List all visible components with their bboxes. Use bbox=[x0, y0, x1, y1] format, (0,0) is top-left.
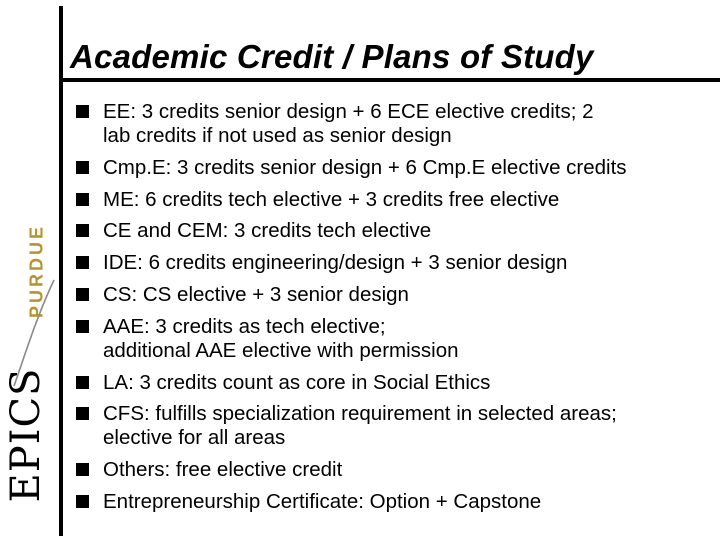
bullet-list bbox=[76, 100, 716, 522]
bullet-item: CFS: fulfills specialization requirement in selected areas; elective for all areas bbox=[76, 402, 716, 450]
bullet-item: EE: 3 credits senior design + 6 ECE elective credits; 2 lab credits if not used as senior design bbox=[76, 100, 716, 148]
bullet-square-icon bbox=[76, 407, 89, 420]
bullet-square-icon bbox=[76, 161, 89, 174]
bullet-square-icon bbox=[76, 376, 89, 389]
bullet-square-icon bbox=[76, 320, 89, 333]
bullet-item: ME: 6 credits tech elective + 3 credits free elective bbox=[76, 188, 716, 212]
bullet-square-icon bbox=[76, 256, 89, 269]
bullet-item: AAE: 3 credits as tech elective; additional AAE elective with permission bbox=[76, 315, 716, 363]
bullet-square-icon bbox=[76, 193, 89, 206]
title-underline bbox=[59, 78, 720, 82]
epics-wordmark: EPICS bbox=[3, 367, 49, 503]
bullet-item: CE and CEM: 3 credits tech elective bbox=[76, 219, 716, 243]
vertical-rule bbox=[59, 6, 63, 536]
bullet-item: Cmp.E: 3 credits senior design + 6 Cmp.E elective credits bbox=[76, 156, 716, 180]
bullet-item: CS: CS elective + 3 senior design bbox=[76, 283, 716, 307]
purdue-wordmark: PURDUE bbox=[26, 223, 47, 319]
bullet-square-icon bbox=[76, 463, 89, 476]
bullet-square-icon bbox=[76, 105, 89, 118]
bullet-square-icon bbox=[76, 495, 89, 508]
bullet-square-icon bbox=[76, 224, 89, 237]
bullet-item: Entrepreneurship Certificate: Option + Capstone bbox=[76, 490, 716, 514]
bullet-square-icon bbox=[76, 288, 89, 301]
bullet-item: LA: 3 credits count as core in Social Ethics bbox=[76, 371, 716, 395]
bullet-item: Others: free elective credit bbox=[76, 458, 716, 482]
bullet-item: IDE: 6 credits engineering/design + 3 senior design bbox=[76, 251, 716, 275]
epics-logo bbox=[3, 350, 49, 520]
slide-title: Academic Credit / Plans of Study bbox=[70, 38, 594, 75]
